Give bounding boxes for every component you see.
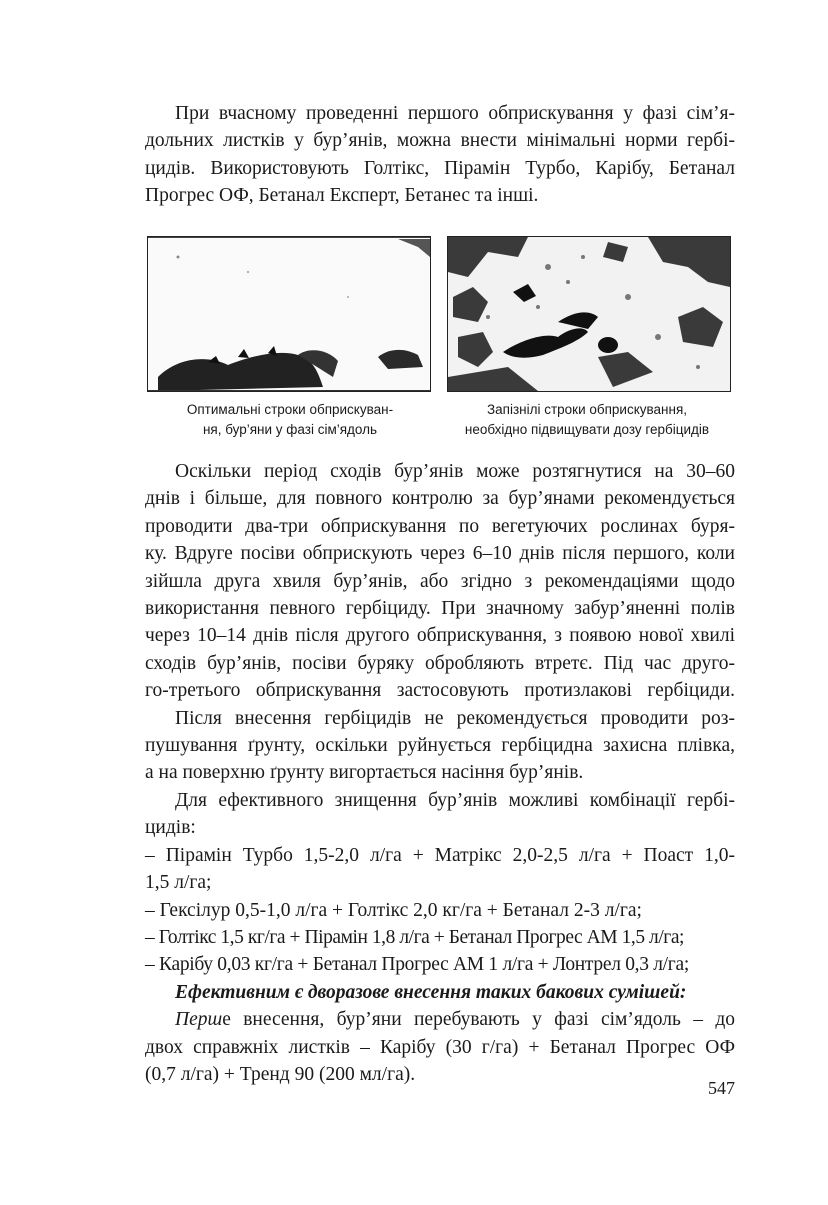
last-paragraph-line-3: (0,7 л/га) + Тренд 90 (200 мл/га).	[145, 1063, 416, 1085]
p1-line-2: днів і більше, для повного контролю за бур’янами рекомендується	[145, 488, 735, 510]
photo-optimal-spraying	[147, 236, 431, 392]
p1-line-4: ку. Вдруге посіви обприскують через 6–10 днів після першого, коли	[145, 543, 735, 565]
p1-line-7: через 10–14 днів після другого обприскування, з появою нової хвилі	[145, 625, 735, 647]
intro-line-3: цидів. Використовують Голтікс, Пірамін Турбо, Карібу, Бетанал	[145, 157, 735, 179]
last-paragraph-line-1	[145, 1006, 735, 1033]
last-paragraph-line-1-rest: е внесення, бур’яни перебувають у фазі сім’ядоль – до	[222, 1009, 735, 1031]
p1-line-3: проводити два-три обприскування по вегетуючих рослинах буря-	[145, 515, 735, 537]
caption-right-line-1: Запізнілі строки обприскування,	[486, 402, 688, 417]
page-number: 547	[708, 1078, 735, 1098]
p3-line-1: Для ефективного знищення бур’янів можливі комбінації гербі-	[175, 789, 735, 811]
p3-line-2: цидів:	[145, 817, 196, 839]
main-text	[145, 458, 735, 1088]
p1-line-6: використання певного гербіциду. При значному забур’яненні полів	[145, 598, 735, 620]
combination-3: – Голтікс 1,5 кг/га + Пірамін 1,8 л/га + Бетанал Прогрес АМ 1,5 л/га;	[145, 926, 685, 948]
p1-line-1: Оскільки період сходів бур’янів може розтягнутися на 30–60	[175, 461, 735, 482]
caption-right-line-2: необхідно підвищувати дозу гербіцидів	[464, 422, 710, 437]
intro-paragraph	[145, 100, 735, 210]
caption-late	[437, 400, 737, 440]
caption-optimal	[140, 400, 440, 440]
combination-1-line-1: – Пірамін Турбо 1,5-2,0 л/га + Матрікс 2,0-2,5 л/га + Поаст 1,0-	[145, 844, 735, 866]
p1-line-5: зійшла друга хвиля бур’янів, або згідно з рекомендаціями щодо	[145, 570, 735, 592]
p2-line-1: Після внесення гербіцидів не рекомендується проводити роз-	[175, 707, 735, 729]
photo-late-spraying	[447, 236, 731, 392]
caption-left-line-1: Оптимальні строки обприскуван-	[186, 402, 394, 417]
combination-2: – Гексілур 0,5-1,0 л/га + Голтікс 2,0 кг/га + Бетанал 2-3 л/га;	[145, 899, 642, 921]
intro-line-2: дольних листків у бур’янів, можна внести мінімальні норми гербі-	[145, 130, 735, 152]
p2-line-2: пушування ґрунту, оскільки руйнується гербіцидна захисна плівка,	[145, 735, 735, 757]
last-paragraph-line-2: двох справжніх листків – Карібу (30 г/га) + Бетанал Прогрес ОФ	[145, 1036, 735, 1058]
emphasis-heading: Ефективним є дворазове внесення таких бакових сумішей:	[175, 981, 687, 1003]
caption-left-line-2: ня, бур’яни у фазі сім’ядоль	[202, 422, 378, 437]
p1-line-9: го-третього обприскування застосовують протизлакові гербіциди.	[145, 680, 735, 702]
intro-line-4: Прогрес ОФ, Бетанал Експерт, Бетанес та інші.	[145, 185, 539, 207]
combination-1-line-2: 1,5 л/га;	[145, 872, 212, 894]
intro-line-1: При вчасному проведенні першого обприскування у фазі сім’я-	[175, 103, 735, 124]
p1-line-8: сходів бур’янів, посіви буряку обробляють втретє. Під час друго-	[145, 652, 735, 674]
combination-4: – Карібу 0,03 кг/га + Бетанал Прогрес АМ 1 л/га + Лонтрел 0,3 л/га;	[145, 954, 689, 976]
p2-line-3: а на поверхню ґрунту вигортається насіння бур’янів.	[145, 762, 584, 784]
first-application-word: Перш	[175, 1009, 223, 1031]
